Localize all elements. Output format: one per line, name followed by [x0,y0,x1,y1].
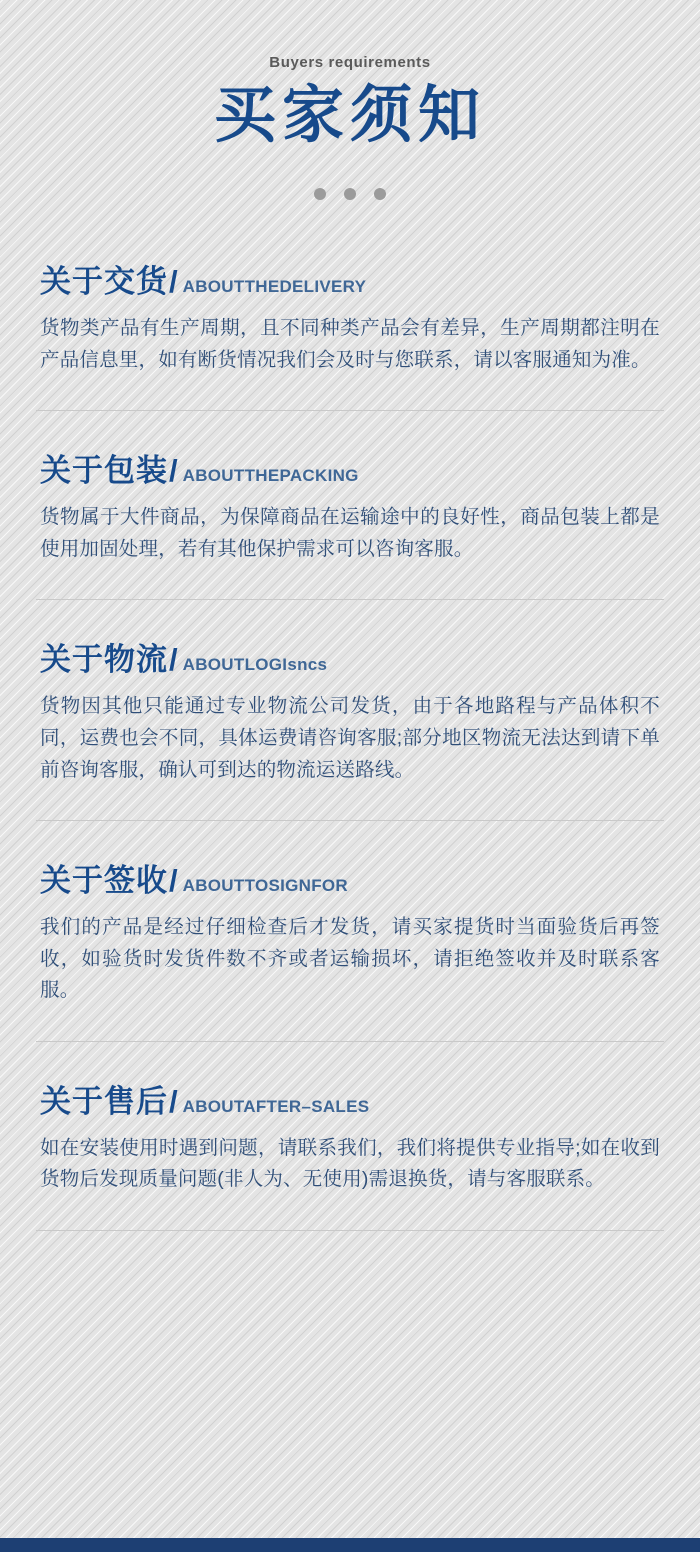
section-slash: / [169,863,178,899]
section-delivery [36,256,664,376]
section-slash: / [169,642,178,678]
section-heading [40,256,660,301]
section-slash: / [169,264,178,300]
section-divider [36,410,664,411]
page-title: 买家须知 [213,81,486,150]
section-signfor [36,855,664,1007]
section-divider [36,820,664,821]
section-body: 货物因其他只能通过专业物流公司发货，由于各地路程与产品体积不同，运费也会不同，具体运费请咨询客服;部分地区物流无法达到请下单前咨询客服，确认可到达的物流运送路线。 [40,695,660,781]
section-logistics [36,634,664,786]
section-body: 如在安装使用时遇到问题，请联系我们，我们将提供专业指导;如在收到货物后发现质量问题(非人为、无使用)需退换货，请与客服联系。 [40,1136,660,1191]
section-divider [36,599,664,600]
section-divider [36,1230,664,1231]
header-eyebrow: Buyers requirements [269,54,431,71]
section-title-cn: 关于物流 [40,642,168,678]
sections-list [36,256,664,1231]
section-packing [36,445,664,565]
page-header [36,0,664,200]
section-title-cn: 关于售后 [40,1083,168,1119]
section-aftersales [36,1076,664,1196]
section-title-en: ABOUTLOGIsncs [182,655,328,675]
section-title-en: ABOUTAFTER–SALES [182,1096,370,1116]
dot-separator [36,188,664,200]
dot-icon [344,188,356,200]
dot-icon [314,188,326,200]
section-body: 我们的产品是经过仔细检查后才发货，请买家提货时当面验货后再签收，如验货时发货件数不齐或者运输损坏，请拒绝签收并及时联系客服。 [40,916,660,1002]
section-title-cn: 关于签收 [40,863,168,899]
section-divider [36,1041,664,1042]
section-title-en: ABOUTTOSIGNFOR [182,876,349,896]
section-body: 货物属于大件商品，为保障商品在运输途中的良好性，商品包装上都是使用加固处理，若有其他保护需求可以咨询客服。 [40,506,660,560]
section-slash: / [169,1083,178,1119]
section-body: 货物类产品有生产周期，且不同种类产品会有差异，生产周期都注明在产品信息里，如有断货情况我们会及时与您联系，请以客服通知为准。 [40,317,660,371]
section-title-cn: 关于包装 [40,453,168,489]
dot-icon [374,188,386,200]
section-heading [40,855,660,900]
section-title-en: ABOUTTHEPACKING [182,466,359,486]
section-heading [40,634,660,679]
footer-bar [0,1538,700,1552]
section-slash: / [169,453,178,489]
section-heading [40,1076,660,1121]
section-title-en: ABOUTTHEDELIVERY [182,277,367,297]
section-title-cn: 关于交货 [40,264,168,300]
section-heading [40,445,660,490]
